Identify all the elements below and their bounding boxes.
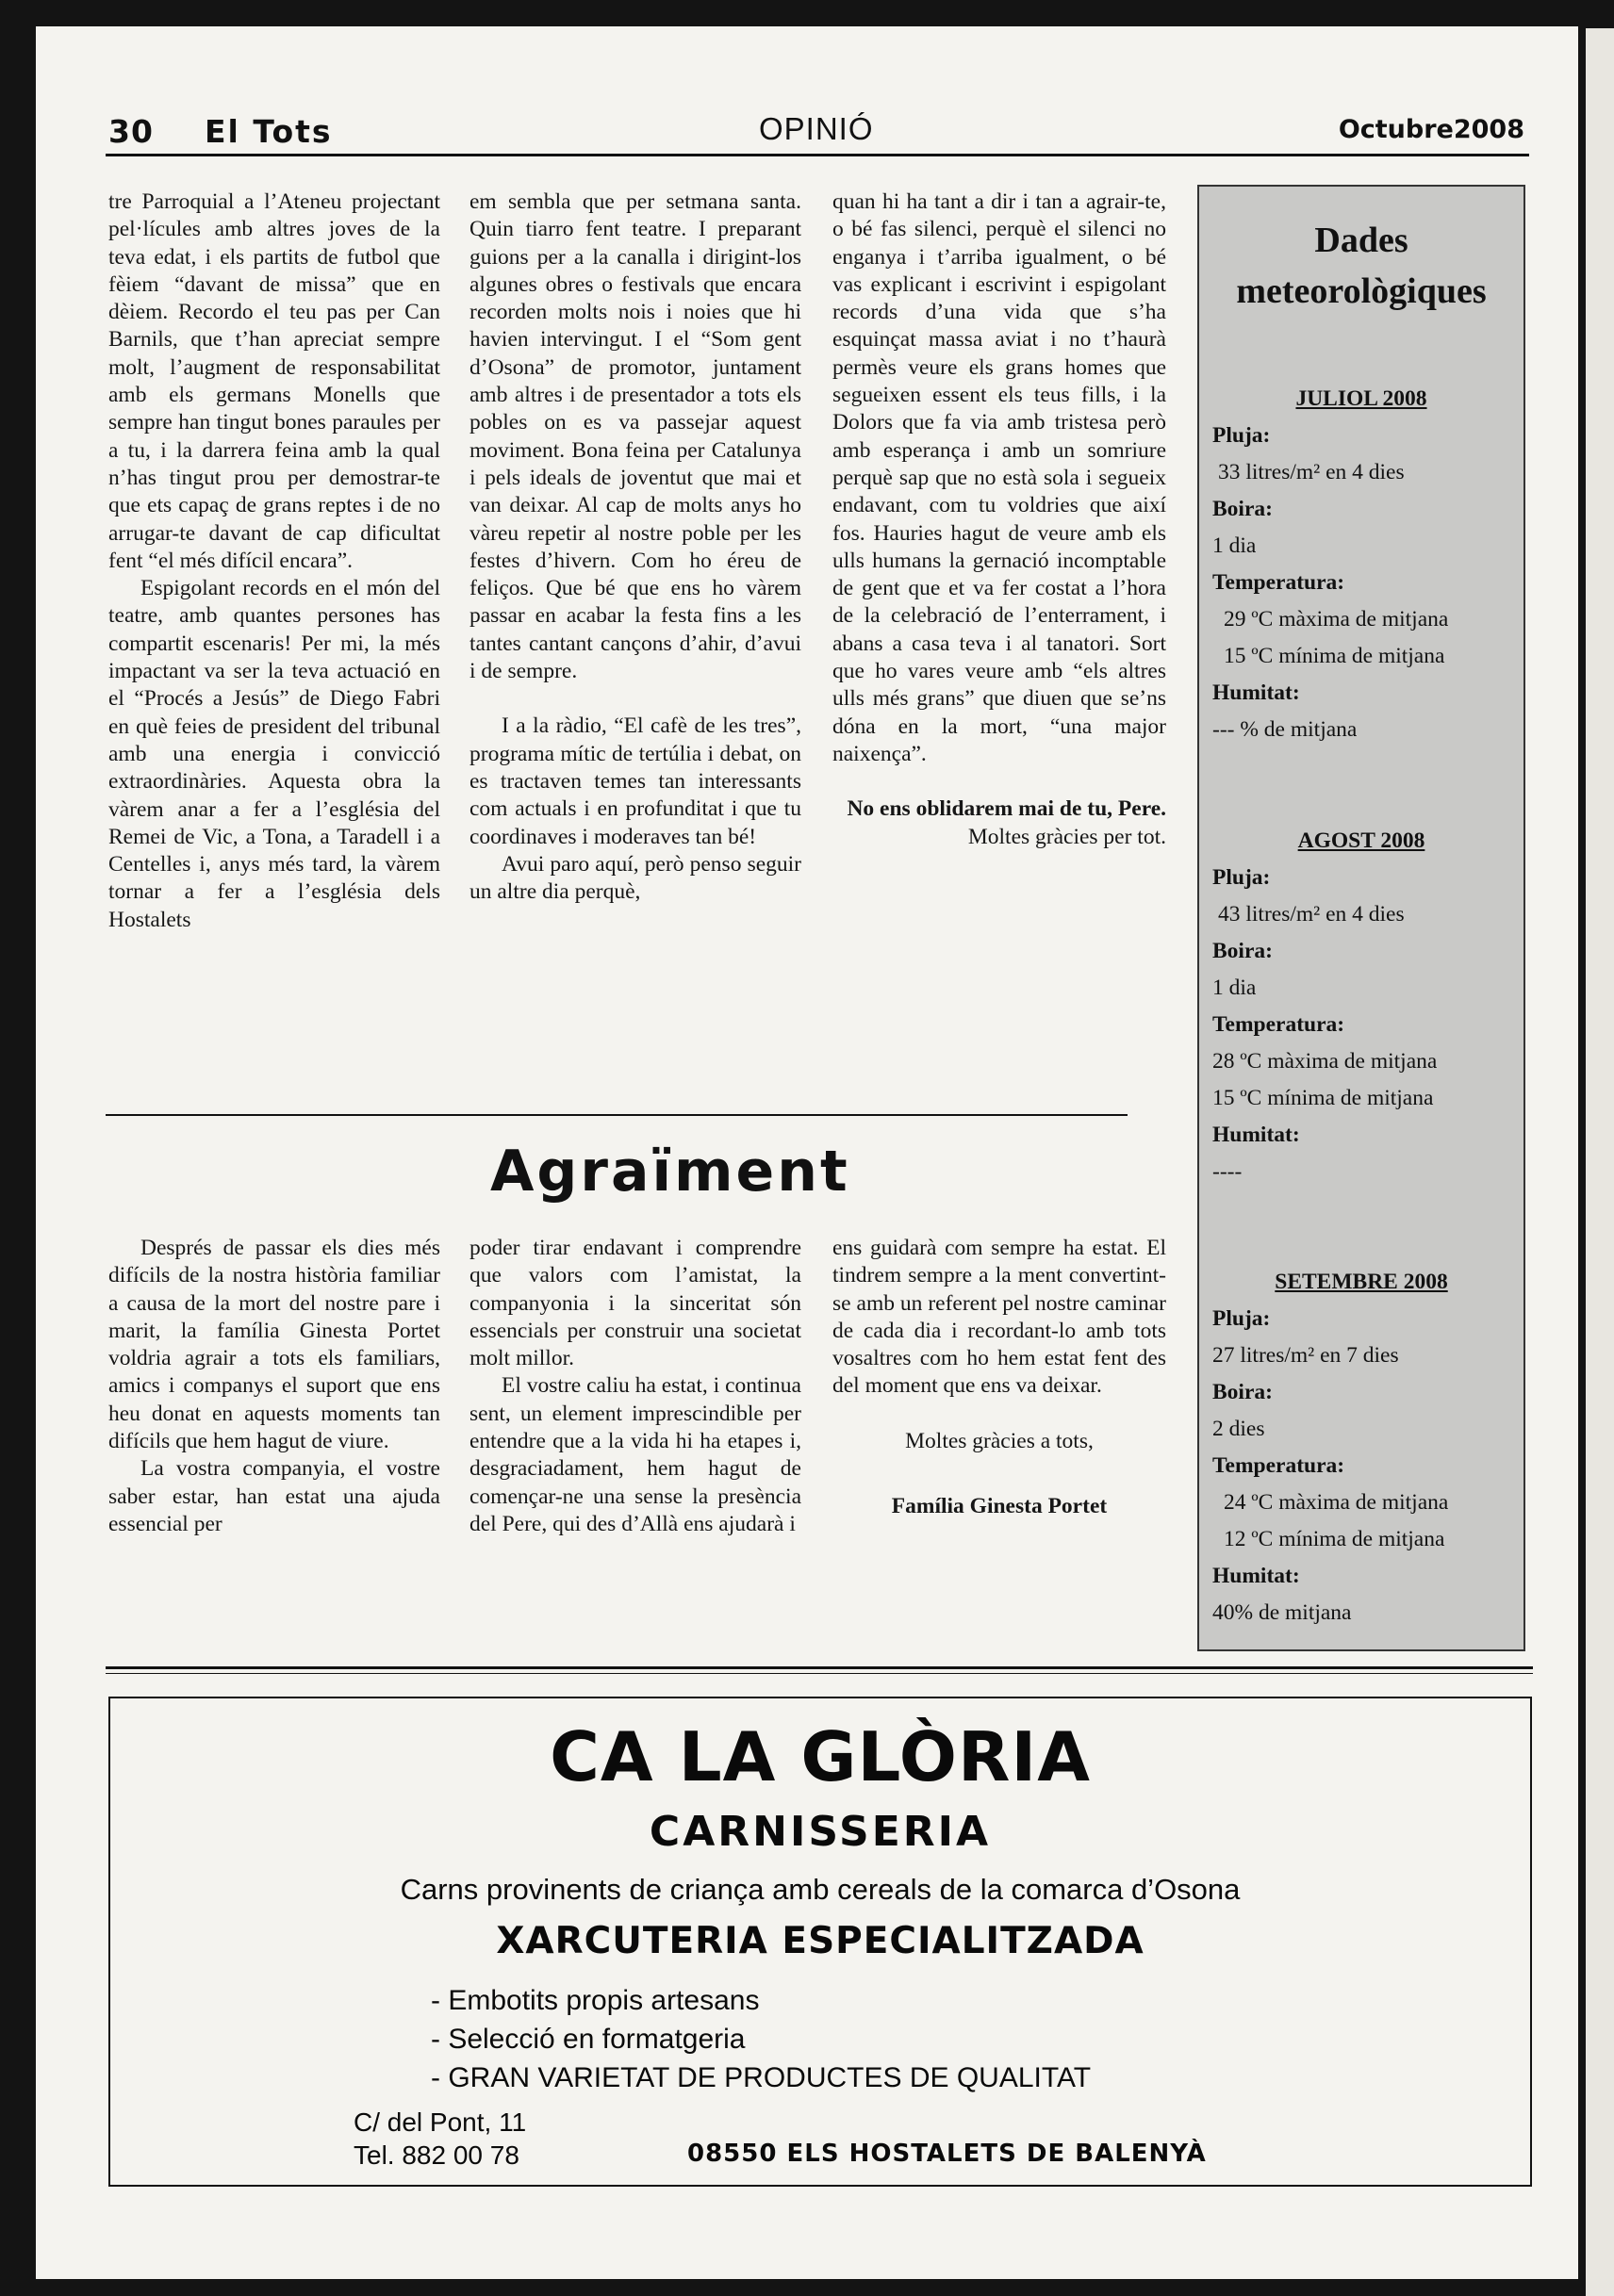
paragraph: Avui paro aquí, però penso seguir un altre dia perquè, <box>469 851 801 905</box>
agraiment-column-1 <box>108 1235 440 1538</box>
temp-max-value: 29 ºC màxima de mitjana <box>1224 607 1449 631</box>
list-item: - Selecció en formatgeria <box>431 2024 746 2055</box>
temp-min-value: 15 ºC mínima de mitjana <box>1212 1086 1434 1110</box>
publication-name: El Tots <box>205 113 333 150</box>
paragraph: ens guidarà com sempre ha estat. El tindrem sempre a la ment convertint-se amb un referent pel nostre caminar de cada dia i recordant-lo amb tots vosaltres com ho hem estat fent des del moment que ens va deixar. <box>832 1236 1166 1399</box>
ad-contact <box>354 2106 526 2172</box>
fog-label: Boira: <box>1212 497 1273 521</box>
article-column-1 <box>108 189 440 934</box>
paragraph: em sembla que per setmana santa. Quin tiarro fent teatre. I preparant guions per a la canalla i dirigint-los algunes obres o festivals que encara recorden molts nois i noies que hi havien intervingut. I el “Som gent d’Osona” de promotor, juntament amb altres i de presentador a tots els pobles on es va passejar aquest moviment. Bona feina per Catalunya i pels ideals de joventut que mai et van deixar. Al cap de molts anys ho vàreu repetir al nostre poble per les festes d’hivern. Com ho éreu de feliços. Que bé que ens ho vàrem passar en acabar la festa fins a les tantes cantant cançons d’ahir, d’avui i de sempre. <box>469 189 801 684</box>
fog-label: Boira: <box>1212 1380 1273 1404</box>
list-item: - GRAN VARIETAT DE PRODUCTES DE QUALITAT <box>431 2062 1092 2093</box>
closing-bold: No ens oblidarem mai de tu, Pere. <box>847 796 1166 822</box>
article-closing <box>832 795 1166 851</box>
month-title: SETEMBRE 2008 <box>1275 1270 1448 1294</box>
paragraph: La vostra companyia, el vostre saber estar, han estat una ajuda essencial per <box>108 1456 440 1536</box>
humidity-value: --- % de mitjana <box>1212 717 1358 742</box>
thanks-line: Moltes gràcies a tots, <box>905 1428 1094 1453</box>
paragraph: quan hi ha tant a dir i tan a agrair-te, o bé fas silenci, perquè el silenci no enganya i t’arriba igualment, o bé vas explicant i escrivint i espigolant records d’una vida que s’ha esquinçat massa aviat i no t’haurà permès veure els grans homes que segueixen essent els teus fills, i la Dolors que fa via amb tristesa però amb esperança i amb un somriure perquè sap que no està sola i segueix endavant, com tu voldries que així fos. Hauries hagut de veure amb els ulls humans la gernació incomptable de gent que et va fer costat a l’hora de la celebració de l’enterrament, i abans a casa teva i al tanatori. Sort que ho vares veure amb “els altres ulls més grans” que diuen que se’ns dóna en la mort, “una major naixença”. <box>832 189 1166 766</box>
rain-label: Pluja: <box>1212 423 1271 448</box>
humidity-value: ---- <box>1212 1159 1243 1184</box>
ad-tagline: Carns provinents de criança amb cereals de la comarca d’Osona <box>400 1873 1241 1906</box>
temp-min-value: 15 ºC mínima de mitjana <box>1224 644 1445 668</box>
temp-min-value: 12 ºC mínima de mitjana <box>1224 1527 1445 1551</box>
article-column-2 <box>469 189 801 906</box>
humidity-label: Humitat: <box>1212 1564 1300 1588</box>
header-rule <box>106 154 1529 156</box>
agraiment-column-3 <box>832 1235 1166 1520</box>
ad-address: C/ del Pont, 11 <box>354 2107 527 2137</box>
humidity-label: Humitat: <box>1212 1123 1300 1147</box>
rain-value: 43 litres/m² en 4 dies <box>1218 902 1405 927</box>
ad-phone: Tel. 882 00 78 <box>354 2140 519 2170</box>
fog-label: Boira: <box>1212 939 1273 963</box>
next-page-edge <box>1586 28 1614 2296</box>
article-column-3 <box>832 189 1166 851</box>
month-block-september <box>1212 1264 1523 1632</box>
humidity-label: Humitat: <box>1212 681 1300 705</box>
temp-max-value: 28 ºC màxima de mitjana <box>1212 1049 1438 1074</box>
closing-rest: Moltes gràcies per tot. <box>967 824 1166 849</box>
ad-shop-name: CA LA GLÒRIA <box>550 1717 1091 1796</box>
ad-top-rule <box>106 1666 1533 1669</box>
ad-product-list <box>431 1981 1091 2097</box>
weather-data-box <box>1197 185 1525 1651</box>
month-title: JULIOL 2008 <box>1295 386 1427 411</box>
list-item: - Embotits propis artesans <box>431 1985 760 2016</box>
rain-value: 33 litres/m² en 4 dies <box>1218 460 1405 484</box>
signature: Família Ginesta Portet <box>891 1494 1108 1519</box>
fog-value: 2 dies <box>1212 1417 1265 1441</box>
advertisement-box <box>108 1697 1532 2187</box>
paragraph: I a la ràdio, “El cafè de les tres”, programa mític de tertúlia i debat, on es tractaven temes tan interessants com actuals i en profunditat i que tu coordinaves i moderaves tan bé! <box>469 713 801 849</box>
fog-value: 1 dia <box>1212 976 1257 1000</box>
paragraph: poder tirar endavant i comprendre que valors com l’amistat, la companyonia i la sinceritat són essencials per construir una societat molt millor. <box>469 1236 801 1371</box>
ad-shop-type: CARNISSERIA <box>649 1808 992 1856</box>
weather-title-line-2: meteorològiques <box>1236 271 1487 311</box>
temperature-label: Temperatura: <box>1212 570 1345 595</box>
agraiment-title: Agraïment <box>490 1139 850 1205</box>
ad-specialty: XARCUTERIA ESPECIALITZADA <box>496 1920 1145 1962</box>
paragraph: El vostre caliu ha estat, i continua sent, un element imprescindible per entendre que a la vida hi ha etapes i, desgraciadament, hem hagut de començar-ne una sense la presència del Pere, qui des d’Allà ens ajudarà i <box>469 1373 801 1536</box>
temperature-label: Temperatura: <box>1212 1012 1345 1037</box>
rain-label: Pluja: <box>1212 865 1271 890</box>
paragraph: tre Parroquial a l’Ateneu projectant pel·lícules amb altres joves de la teva edat, i els partits de futbol que fèiem “davant de missa” que en dèiem. Recordo el teu pas per Can Barnils, que t’han apreciat sempre molt, l’augment de responsabilitat amb els germans Monells que sempre han tingut bones paraules per a tu, i la darrera feina amb la qual n’has tingut prou per demostrar-te que ets capaç de grans reptes i de no arrugar-te davant de cap dificultat fent “el més difícil encara”. <box>108 189 440 573</box>
section-divider <box>106 1114 1128 1116</box>
issue-date: Octubre2008 <box>1338 115 1524 144</box>
month-block-august <box>1212 823 1523 1190</box>
rain-label: Pluja: <box>1212 1306 1271 1331</box>
ad-town: 08550 ELS HOSTALETS DE BALENYÀ <box>687 2140 1207 2168</box>
ad-top-rule-thin <box>106 1673 1533 1674</box>
fog-value: 1 dia <box>1212 533 1257 558</box>
month-title: AGOST 2008 <box>1297 828 1425 853</box>
agraiment-column-2 <box>469 1235 801 1538</box>
month-block-july <box>1212 381 1523 748</box>
paragraph: Espigolant records en el món del teatre, amb quantes persones has compartit escenaris! Per mi, la més impactant va ser la teva actuació en el “Procés a Jesús” de Diego Fabri en què feies de president del tribunal amb una energia i convicció extraordinàries. Aquesta obra la vàrem anar a fer a l’església del Remei de Vic, a Tona, a Taradell i a Centelles i, anys més tard, la vàrem tornar a fer a l’església dels Hostalets <box>108 576 440 932</box>
temp-max-value: 24 ºC màxima de mitjana <box>1224 1490 1449 1515</box>
temperature-label: Temperatura: <box>1212 1453 1345 1478</box>
rain-value: 27 litres/m² en 7 dies <box>1212 1343 1399 1368</box>
page-number: 30 <box>108 113 154 150</box>
page-header <box>108 111 1524 155</box>
weather-title-line-1: Dades <box>1314 221 1408 260</box>
paragraph: Després de passar els dies més difícils de la nostra història familiar a causa de la mort del nostre pare i marit, la família Ginesta Portet voldria agrair a tots els familiars, amics i companys el suport que ens heu donat en aquests moments tan difícils que hem hagut de viure. <box>108 1236 440 1454</box>
humidity-value: 40% de mitjana <box>1212 1600 1352 1625</box>
section-title: OPINIÓ <box>759 111 874 146</box>
weather-title <box>1199 215 1523 317</box>
